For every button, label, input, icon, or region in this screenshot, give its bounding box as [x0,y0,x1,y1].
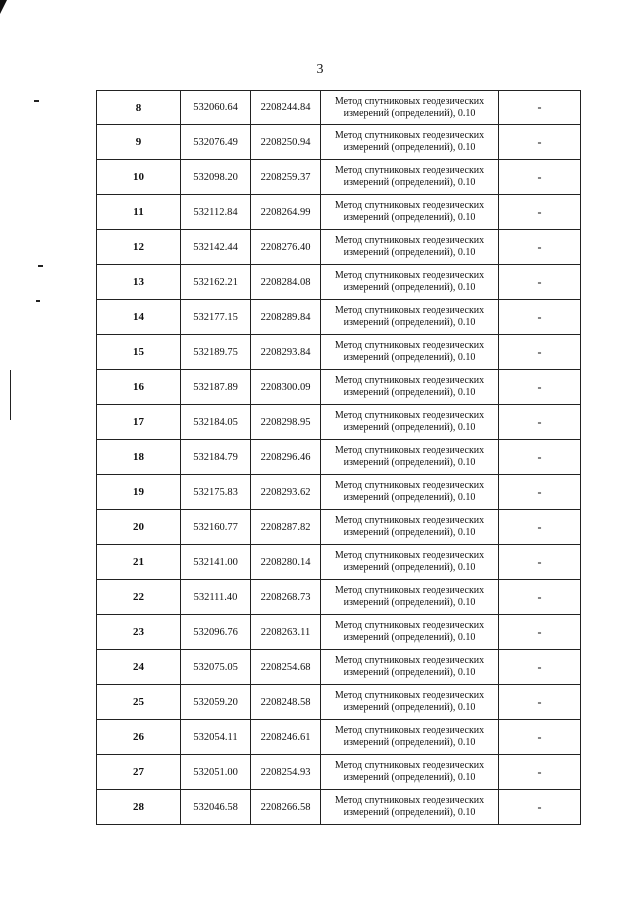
table-row [97,580,581,615]
method-cell: Метод спутниковых геодезических измерений (определений), 0.10 [321,230,499,265]
y-coordinate-cell: 2208266.58 [251,790,321,825]
x-coordinate-cell: 532184.05 [181,405,251,440]
point-number-cell: 13 [97,265,181,300]
x-coordinate-cell: 532189.75 [181,335,251,370]
note-cell: - [499,720,581,755]
scan-speck [36,300,40,302]
method-cell: Метод спутниковых геодезических измерений (определений), 0.10 [321,685,499,720]
y-coordinate-cell: 2208259.37 [251,160,321,195]
table-row [97,790,581,825]
y-coordinate-cell: 2208254.93 [251,755,321,790]
note-cell: - [499,195,581,230]
y-coordinate-cell: 2208284.08 [251,265,321,300]
y-coordinate-cell: 2208263.11 [251,615,321,650]
y-coordinate-cell: 2208293.84 [251,335,321,370]
y-coordinate-cell: 2208280.14 [251,545,321,580]
table-row [97,405,581,440]
method-cell: Метод спутниковых геодезических измерений (определений), 0.10 [321,195,499,230]
x-coordinate-cell: 532184.79 [181,440,251,475]
x-coordinate-cell: 532098.20 [181,160,251,195]
y-coordinate-cell: 2208268.73 [251,580,321,615]
point-number-cell: 21 [97,545,181,580]
point-number-cell: 14 [97,300,181,335]
y-coordinate-cell: 2208248.58 [251,685,321,720]
note-cell: - [499,91,581,125]
x-coordinate-cell: 532054.11 [181,720,251,755]
table-row [97,720,581,755]
note-cell: - [499,615,581,650]
coordinates-table [96,90,581,825]
method-cell: Метод спутниковых геодезических измерений (определений), 0.10 [321,755,499,790]
table-row [97,91,581,125]
x-coordinate-cell: 532175.83 [181,475,251,510]
y-coordinate-cell: 2208244.84 [251,91,321,125]
y-coordinate-cell: 2208276.40 [251,230,321,265]
method-cell: Метод спутниковых геодезических измерений (определений), 0.10 [321,370,499,405]
y-coordinate-cell: 2208289.84 [251,300,321,335]
method-cell: Метод спутниковых геодезических измерений (определений), 0.10 [321,790,499,825]
note-cell: - [499,755,581,790]
note-cell: - [499,580,581,615]
note-cell: - [499,475,581,510]
x-coordinate-cell: 532060.64 [181,91,251,125]
scan-corner-mark [0,0,7,14]
table-row [97,755,581,790]
y-coordinate-cell: 2208293.62 [251,475,321,510]
x-coordinate-cell: 532160.77 [181,510,251,545]
scan-speck [38,265,43,267]
table-row [97,335,581,370]
method-cell: Метод спутниковых геодезических измерений (определений), 0.10 [321,440,499,475]
method-cell: Метод спутниковых геодезических измерений (определений), 0.10 [321,160,499,195]
table-row [97,615,581,650]
table-row [97,510,581,545]
point-number-cell: 16 [97,370,181,405]
table-row [97,300,581,335]
point-number-cell: 28 [97,790,181,825]
x-coordinate-cell: 532051.00 [181,755,251,790]
note-cell: - [499,790,581,825]
x-coordinate-cell: 532046.58 [181,790,251,825]
table-row [97,685,581,720]
point-number-cell: 23 [97,615,181,650]
point-number-cell: 22 [97,580,181,615]
y-coordinate-cell: 2208296.46 [251,440,321,475]
y-coordinate-cell: 2208287.82 [251,510,321,545]
point-number-cell: 17 [97,405,181,440]
point-number-cell: 12 [97,230,181,265]
method-cell: Метод спутниковых геодезических измерений (определений), 0.10 [321,580,499,615]
method-cell: Метод спутниковых геодезических измерений (определений), 0.10 [321,615,499,650]
point-number-cell: 26 [97,720,181,755]
table-row [97,650,581,685]
scan-edge-line [10,370,11,420]
x-coordinate-cell: 532096.76 [181,615,251,650]
table-row [97,195,581,230]
note-cell: - [499,300,581,335]
method-cell: Метод спутниковых геодезических измерений (определений), 0.10 [321,125,499,160]
x-coordinate-cell: 532112.84 [181,195,251,230]
note-cell: - [499,650,581,685]
point-number-cell: 18 [97,440,181,475]
note-cell: - [499,440,581,475]
table-row [97,440,581,475]
table-row [97,265,581,300]
point-number-cell: 11 [97,195,181,230]
method-cell: Метод спутниковых геодезических измерений (определений), 0.10 [321,475,499,510]
y-coordinate-cell: 2208254.68 [251,650,321,685]
point-number-cell: 27 [97,755,181,790]
point-number-cell: 9 [97,125,181,160]
x-coordinate-cell: 532075.05 [181,650,251,685]
method-cell: Метод спутниковых геодезических измерений (определений), 0.10 [321,91,499,125]
method-cell: Метод спутниковых геодезических измерений (определений), 0.10 [321,335,499,370]
point-number-cell: 20 [97,510,181,545]
note-cell: - [499,545,581,580]
table-row [97,125,581,160]
point-number-cell: 15 [97,335,181,370]
table-row [97,475,581,510]
y-coordinate-cell: 2208246.61 [251,720,321,755]
table-row [97,230,581,265]
method-cell: Метод спутниковых геодезических измерений (определений), 0.10 [321,510,499,545]
note-cell: - [499,160,581,195]
y-coordinate-cell: 2208250.94 [251,125,321,160]
x-coordinate-cell: 532141.00 [181,545,251,580]
x-coordinate-cell: 532142.44 [181,230,251,265]
note-cell: - [499,230,581,265]
point-number-cell: 25 [97,685,181,720]
note-cell: - [499,405,581,440]
note-cell: - [499,125,581,160]
point-number-cell: 19 [97,475,181,510]
method-cell: Метод спутниковых геодезических измерений (определений), 0.10 [321,650,499,685]
x-coordinate-cell: 532076.49 [181,125,251,160]
y-coordinate-cell: 2208300.09 [251,370,321,405]
note-cell: - [499,510,581,545]
table-row [97,160,581,195]
table-row [97,545,581,580]
point-number-cell: 10 [97,160,181,195]
x-coordinate-cell: 532187.89 [181,370,251,405]
x-coordinate-cell: 532111.40 [181,580,251,615]
method-cell: Метод спутниковых геодезических измерений (определений), 0.10 [321,300,499,335]
point-number-cell: 24 [97,650,181,685]
page-number: 3 [316,62,324,77]
method-cell: Метод спутниковых геодезических измерений (определений), 0.10 [321,720,499,755]
coordinates-table-body [97,91,581,825]
method-cell: Метод спутниковых геодезических измерений (определений), 0.10 [321,265,499,300]
x-coordinate-cell: 532162.21 [181,265,251,300]
scan-speck [34,100,39,102]
note-cell: - [499,335,581,370]
method-cell: Метод спутниковых геодезических измерений (определений), 0.10 [321,545,499,580]
table-row [97,370,581,405]
point-number-cell: 8 [97,91,181,125]
x-coordinate-cell: 532177.15 [181,300,251,335]
y-coordinate-cell: 2208298.95 [251,405,321,440]
note-cell: - [499,685,581,720]
method-cell: Метод спутниковых геодезических измерений (определений), 0.10 [321,405,499,440]
y-coordinate-cell: 2208264.99 [251,195,321,230]
note-cell: - [499,265,581,300]
x-coordinate-cell: 532059.20 [181,685,251,720]
note-cell: - [499,370,581,405]
